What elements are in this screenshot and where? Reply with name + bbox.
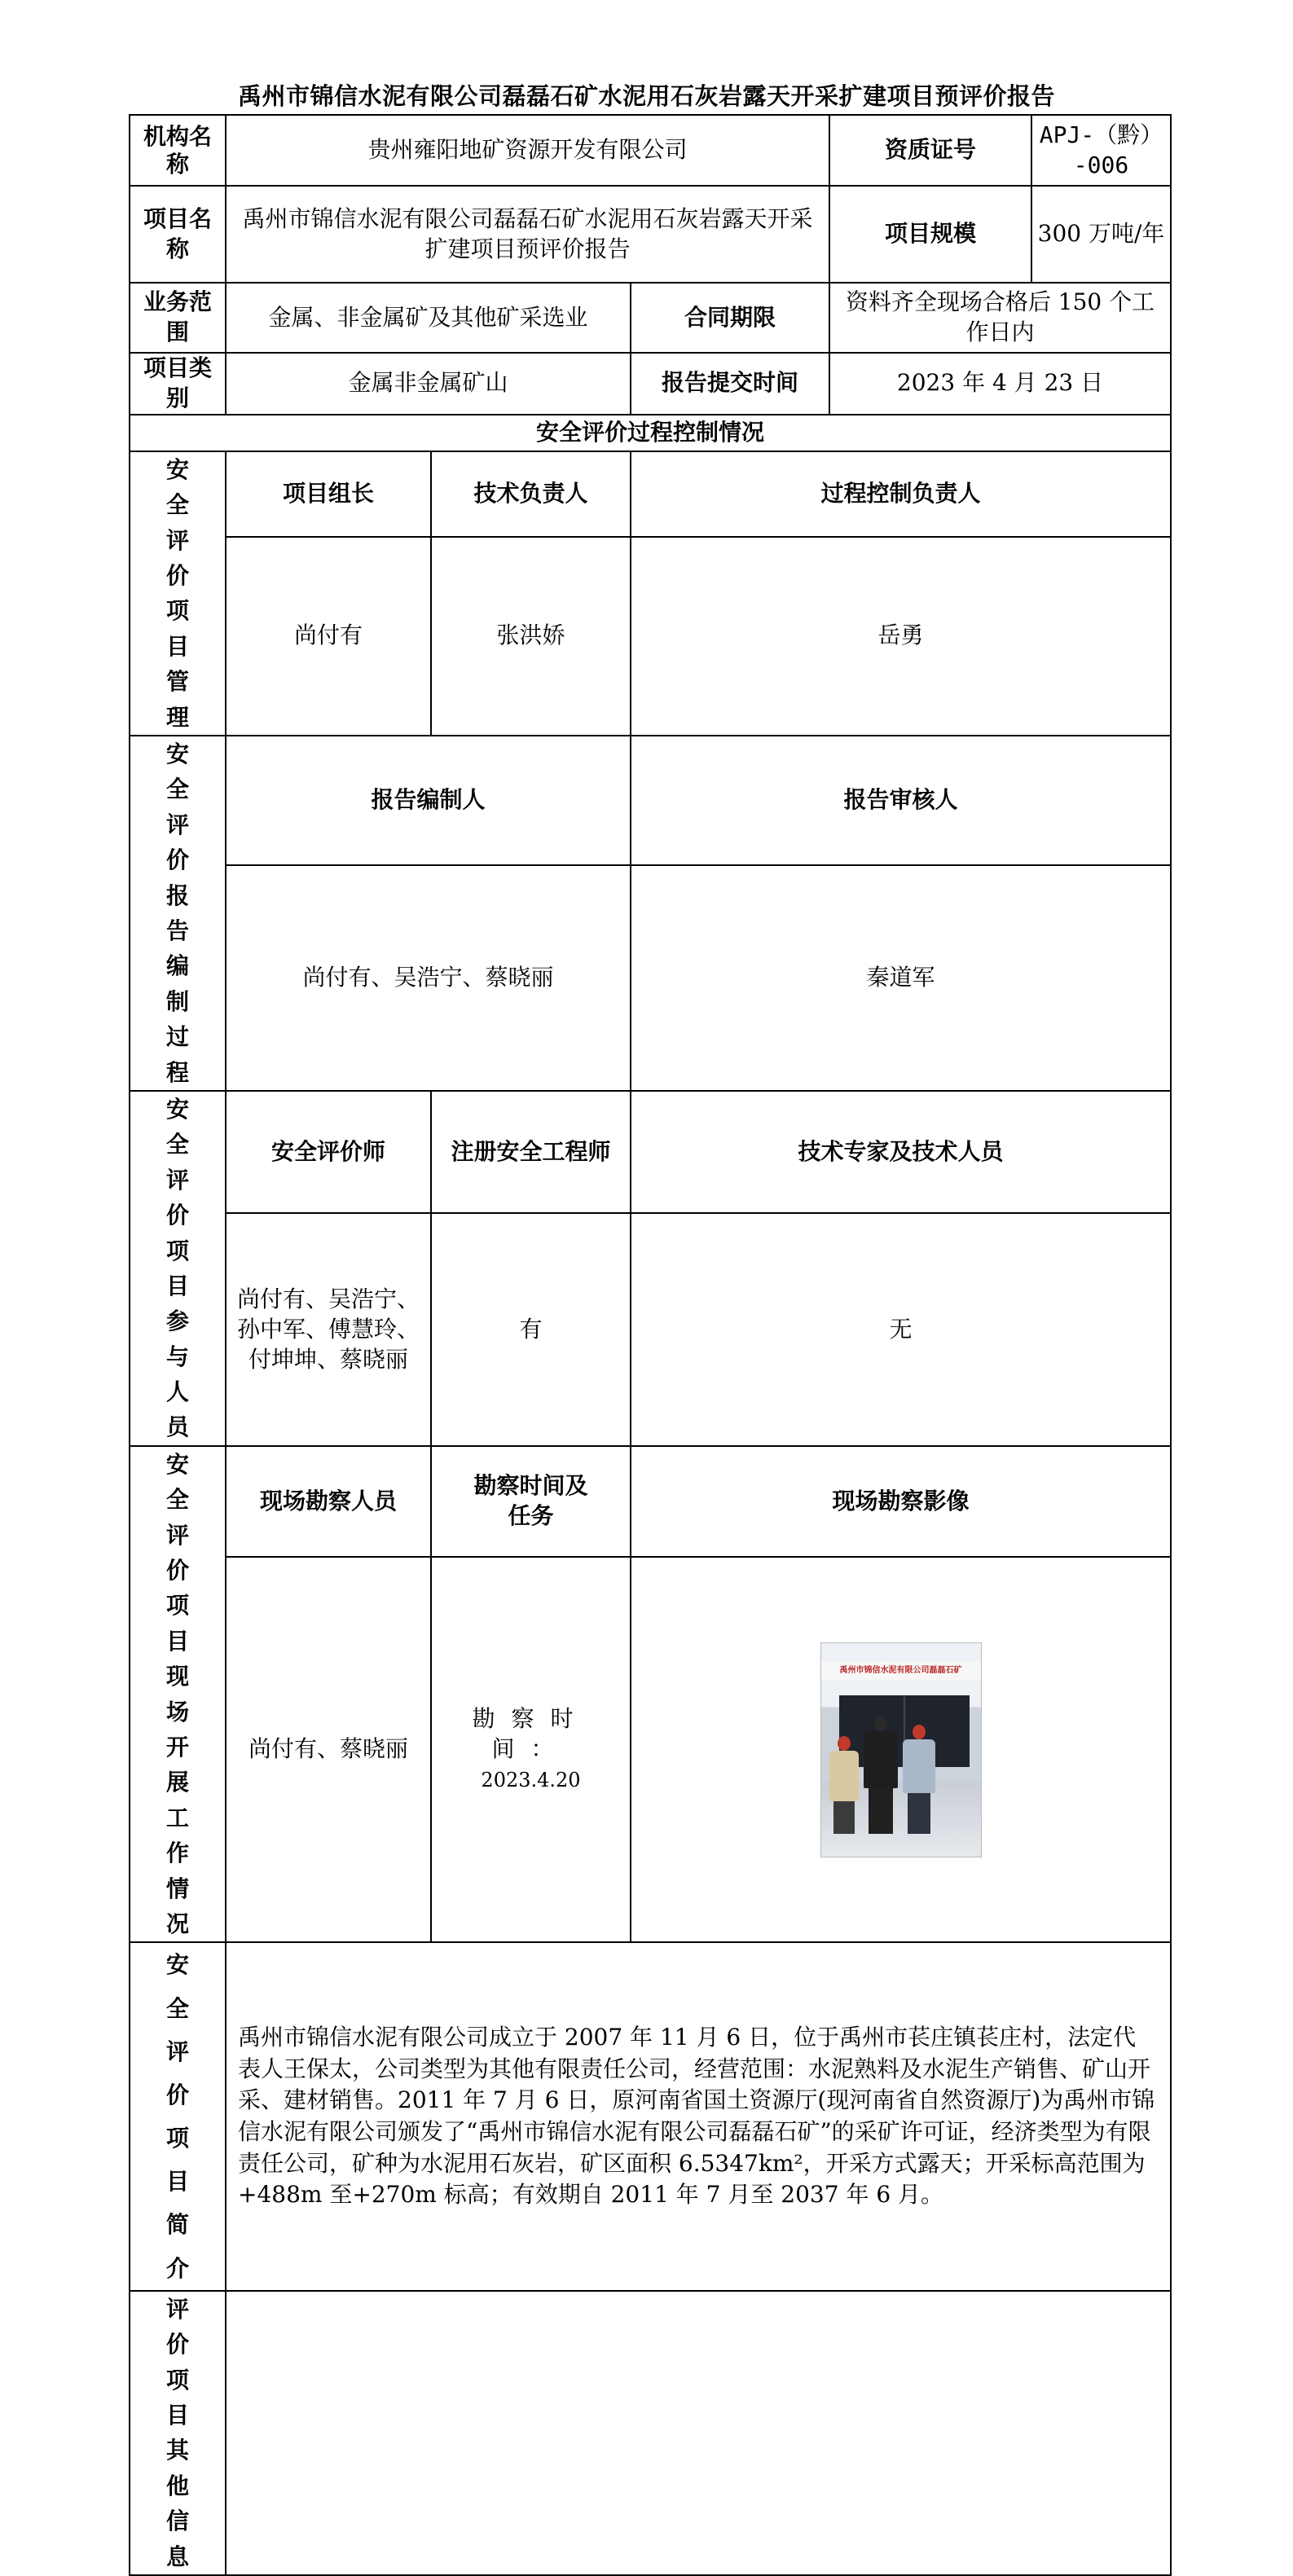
experts-header: 技术专家及技术人员 <box>631 1091 1171 1213</box>
photo-banner-text: 禹州市锦信水泥有限公司磊磊石矿 <box>821 1661 981 1681</box>
survey-side-label: 安全评价项目现场开展工作情况 <box>130 1446 226 1942</box>
scope-label: 业务范围 <box>130 283 226 353</box>
compilation-value-row <box>130 865 1171 1091</box>
management-value-row <box>130 537 1171 736</box>
intro-text: 禹州市锦信水泥有限公司成立于 2007 年 11 月 6 日，位于禹州市苌庄镇苌庄村，法定代表人王保太，公司类型为其他有限责任公司，经营范围：水泥熟料及水泥生产销售、矿山开采、建材销售。2011 年 7 月 6 日，原河南省国土资源厅(现河南省自然资源厅)为禹州市锦信水泥有限公司颁发了“禹州市锦信水泥有限公司磊磊石矿”的采矿许可证，经济类型为有限责任公司，矿种为水泥用石灰岩，矿区面积 6.5347km²，开采方式露天；开采标高范围为+488m 至+270m 标高；有效期自 2011 年 7 月至 2037 年 6 月。 <box>226 1942 1171 2291</box>
survey-people-value: 尚付有、蔡晓丽 <box>226 1557 431 1942</box>
reviewer-header: 报告审核人 <box>631 736 1171 865</box>
compiler-value: 尚付有、吴浩宁、蔡晓丽 <box>226 865 631 1091</box>
project-name-value: 禹州市锦信水泥有限公司磊磊石矿水泥用石灰岩露天开采扩建项目预评价报告 <box>226 186 829 283</box>
cert-value: APJ-（黔）-006 <box>1031 115 1171 186</box>
photo-person-left <box>829 1736 859 1834</box>
experts-value: 无 <box>631 1213 1171 1445</box>
other-row <box>130 2291 1171 2575</box>
reviewer-value: 秦道军 <box>631 865 1171 1091</box>
section-row <box>130 415 1171 451</box>
scale-value: 300 万吨/年 <box>1031 186 1171 283</box>
document-title: 禹州市锦信水泥有限公司磊磊石矿水泥用石灰岩露天开采扩建项目预评价报告 <box>237 82 1055 110</box>
intro-side-label: 安全评价项目简介 <box>130 1942 226 2291</box>
photo-person-right <box>903 1725 935 1834</box>
type-value: 金属非金属矿山 <box>226 353 631 415</box>
org-label: 机构名称 <box>130 115 226 186</box>
org-row <box>130 115 1171 186</box>
compilation-header-row <box>130 736 1171 865</box>
process-lead-header: 过程控制负责人 <box>631 451 1171 537</box>
process-lead-value: 岳勇 <box>631 537 1171 736</box>
compiler-header: 报告编制人 <box>226 736 631 865</box>
evaluator-header: 安全评价师 <box>226 1091 431 1213</box>
submit-value: 2023 年 4 月 23 日 <box>829 353 1171 415</box>
survey-people-header: 现场勘察人员 <box>226 1446 431 1557</box>
leader-value: 尚付有 <box>226 537 431 736</box>
survey-photo-header: 现场勘察影像 <box>631 1446 1171 1557</box>
intro-row <box>130 1942 1171 2291</box>
survey-header-row <box>130 1446 1171 1557</box>
management-side-label: 安全评价项目管理 <box>130 451 226 736</box>
management-header-row <box>130 451 1171 537</box>
type-row <box>130 353 1171 415</box>
photo-person-center <box>864 1717 898 1834</box>
tech-lead-value: 张洪娇 <box>431 537 631 736</box>
survey-time-value: 2023.4.20 <box>481 1769 581 1792</box>
contract-label: 合同期限 <box>631 283 829 353</box>
submit-label: 报告提交时间 <box>631 353 829 415</box>
safety-engineer-header: 注册安全工程师 <box>431 1091 631 1213</box>
section-title: 安全评价过程控制情况 <box>130 415 1171 451</box>
participants-header-row <box>130 1091 1171 1213</box>
other-info-value <box>226 2291 1171 2575</box>
other-side-label: 评价项目其他信息 <box>130 2291 226 2575</box>
scope-row <box>130 283 1171 353</box>
tech-lead-header: 技术负责人 <box>431 451 631 537</box>
evaluator-value: 尚付有、吴浩宁、孙中军、傅慧玲、付坤坤、蔡晓丽 <box>226 1213 431 1445</box>
project-name-label: 项目名称 <box>130 186 226 283</box>
evaluation-form-table <box>129 114 1172 2576</box>
survey-time-header: 勘察时间及任务 <box>431 1446 631 1557</box>
participants-side-label: 安全评价项目参与人员 <box>130 1091 226 1446</box>
leader-header: 项目组长 <box>226 451 431 537</box>
scale-label: 项目规模 <box>829 186 1031 283</box>
cert-label: 资质证号 <box>829 115 1031 186</box>
participants-value-row <box>130 1213 1171 1445</box>
safety-engineer-value: 有 <box>431 1213 631 1445</box>
survey-time-label: 勘察时间： <box>472 1705 590 1763</box>
org-value: 贵州雍阳地矿资源开发有限公司 <box>226 115 829 186</box>
contract-value: 资料齐全现场合格后 150 个工作日内 <box>829 283 1171 353</box>
project-name-row <box>130 186 1171 283</box>
type-label: 项目类别 <box>130 353 226 415</box>
compilation-side-label: 安全评价报告编制过程 <box>130 736 226 1091</box>
scope-value: 金属、非金属矿及其他矿采选业 <box>226 283 631 353</box>
